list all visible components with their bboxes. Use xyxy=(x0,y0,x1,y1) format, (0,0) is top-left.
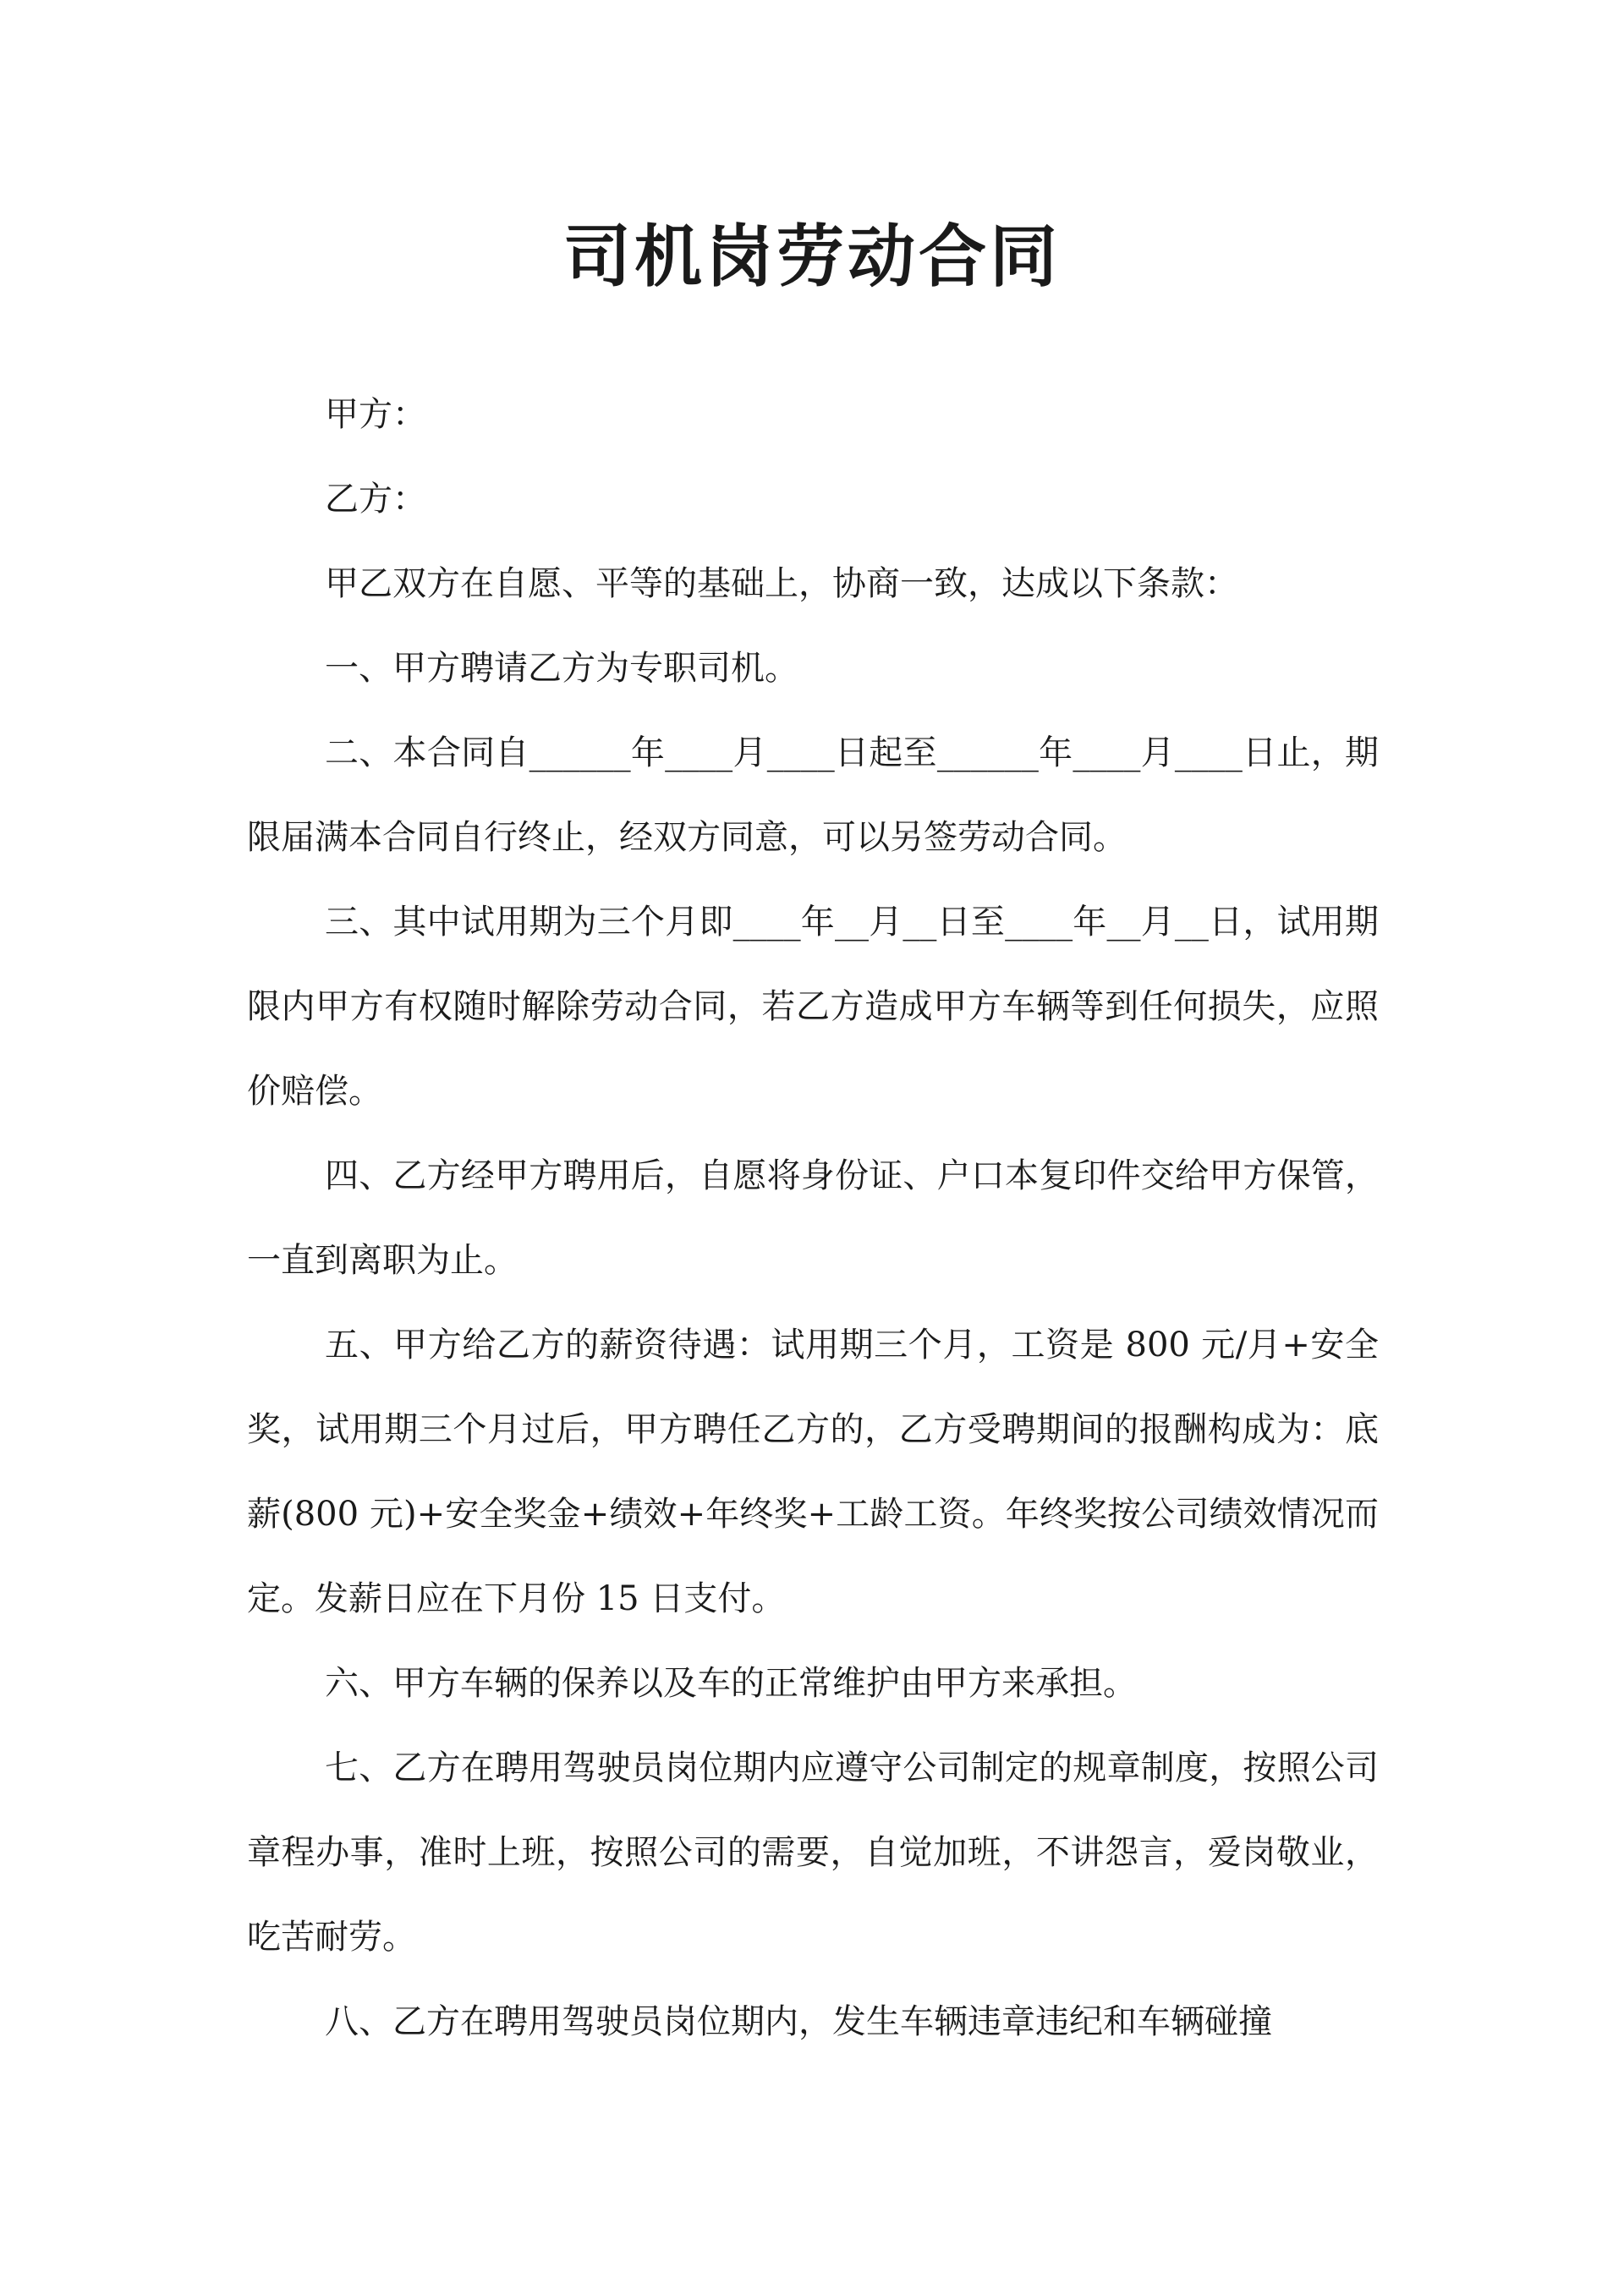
clause-2: 二、本合同自______年____月____日起至______年____月____日止，期限届满本合同自行终止，经双方同意，可以另签劳动合同。 xyxy=(247,733,1379,857)
clause-6: 六、甲方车辆的保养以及车的正常维护由甲方来承担。 xyxy=(325,1664,1137,1703)
document-body xyxy=(247,372,1379,2064)
clause-5: 五、甲方给乙方的薪资待遇：试用期三个月，工资是 800 元/月+安全奖，试用期三个月过后，甲方聘任乙方的，乙方受聘期间的报酬构成为：底薪(800 元)+安全奖金+绩效+年终奖+工龄工资。年终奖按公司绩效情况而定。发薪日应在下月份 15 日支付。 xyxy=(247,1326,1379,1618)
document-title: 司机岗劳动合同 xyxy=(563,217,1061,296)
clause-4: 四、乙方经甲方聘用后，自愿将身份证、户口本复印件交给甲方保管，一直到离职为止。 xyxy=(247,1156,1379,1280)
clause-8: 八、乙方在聘用驾驶员岗位期内，发生车辆违章违纪和车辆碰撞 xyxy=(325,2002,1272,2041)
party-a-line: 甲方： xyxy=(325,395,426,434)
party-b-line: 乙方： xyxy=(325,480,426,519)
agreement-intro: 甲乙双方在自愿、平等的基础上，协商一致，达成以下条款： xyxy=(325,564,1238,603)
clause-3: 三、其中试用期为三个月即____年__月__日至____年__月__日，试用期限内甲方有权随时解除劳动合同，若乙方造成甲方车辆等到任何损失，应照价赔偿。 xyxy=(247,903,1379,1111)
clause-1: 一、甲方聘请乙方为专职司机。 xyxy=(325,649,798,688)
clause-7: 七、乙方在聘用驾驶员岗位期内应遵守公司制定的规章制度，按照公司章程办事，准时上班，按照公司的需要，自觉加班，不讲怨言，爱岗敬业，吃苦耐劳。 xyxy=(247,1749,1379,1957)
